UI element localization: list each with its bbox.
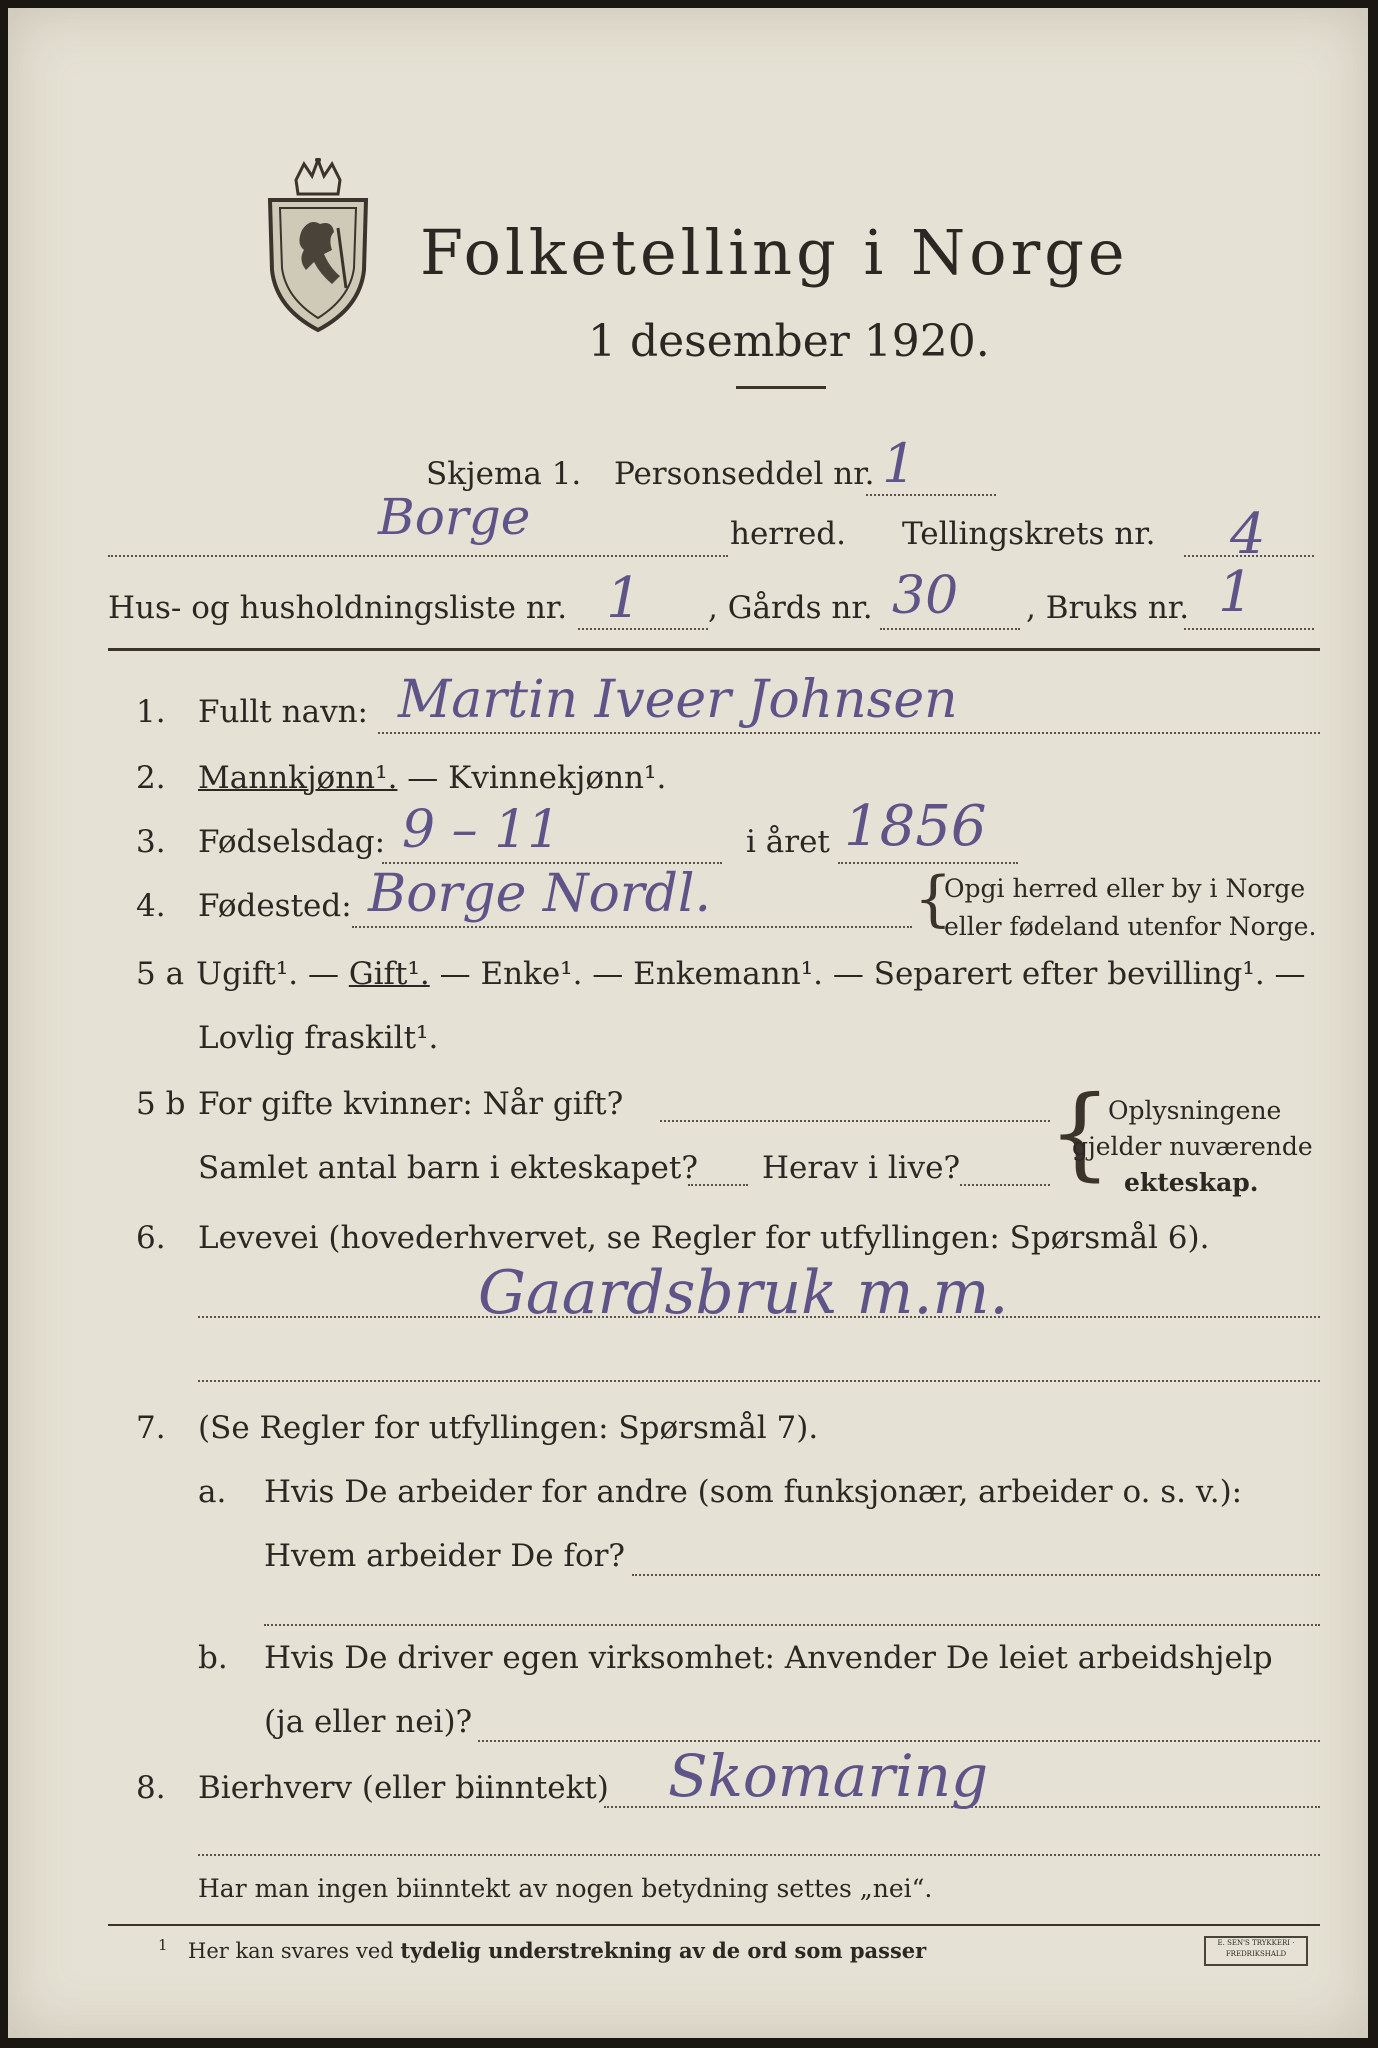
q3-year-label: i året xyxy=(746,824,830,860)
q3-number: 3. xyxy=(136,824,166,860)
footnote-rule xyxy=(108,1924,1320,1926)
printer-stamp: E. SEN'S TRYKKERI · FREDRIKSHALD xyxy=(1204,1936,1308,1966)
q5b-line-3 xyxy=(960,1184,1050,1186)
q4-line xyxy=(352,926,912,928)
q7-number: 7. xyxy=(136,1410,166,1446)
q1-label: Fullt navn: xyxy=(198,694,368,730)
q7a-label: Hvis De arbeider for andre (som funksjonær, arbeider o. s. v.): xyxy=(264,1474,1243,1510)
q7b-label-2: (ja eller nei)? xyxy=(264,1704,473,1740)
q4-value: Borge Nordl. xyxy=(368,864,712,924)
q4-note-1: Opgi herred eller by i Norge xyxy=(944,874,1306,903)
q5a-enke: Enke¹. xyxy=(480,956,583,992)
q5b-note-3: ekteskap. xyxy=(1124,1168,1259,1197)
q5a-dash-3: — xyxy=(582,956,634,992)
q1-value: Martin Iveer Johnsen xyxy=(398,670,958,730)
bruks-label: , Bruks nr. xyxy=(1026,590,1190,626)
q1-number: 1. xyxy=(136,694,166,730)
herred-line xyxy=(108,555,728,557)
q8-label: Bierhverv (eller biinntekt) xyxy=(198,1770,609,1806)
q5b-line-1 xyxy=(660,1120,1050,1122)
q8-value: Skomaring xyxy=(668,1742,989,1810)
q6-line-1 xyxy=(198,1316,1320,1318)
q2-female: Kvinnekjønn¹. xyxy=(448,760,667,796)
q5b-note-1: Oplysningene xyxy=(1108,1096,1282,1125)
q8-note: Har man ingen biinntekt av nogen betydning settes „nei“. xyxy=(198,1874,933,1903)
q3-day-value: 9 – 11 xyxy=(402,800,561,860)
q5a-dash-5: — xyxy=(1264,956,1306,992)
q5b-number: 5 b xyxy=(136,1086,186,1122)
q5a-enkemann: Enkemann¹. xyxy=(633,956,823,992)
bruks-value: 1 xyxy=(1218,560,1254,625)
q5b-label-1: For gifte kvinner: Når gift? xyxy=(198,1086,624,1122)
form-date: 1 desember 1920. xyxy=(588,316,990,367)
form-title: Folketelling i Norge xyxy=(420,216,1129,289)
gards-value: 30 xyxy=(892,566,959,626)
q8-number: 8. xyxy=(136,1770,166,1806)
q2-number: 2. xyxy=(136,760,166,796)
q3-year-value: 1856 xyxy=(844,794,987,859)
q7a-label-2: Hvem arbeider De for? xyxy=(264,1538,626,1574)
husliste-value: 1 xyxy=(606,566,642,631)
q2-separator: — xyxy=(397,760,449,796)
herred-label: herred. xyxy=(730,516,846,552)
q5a-ugift: Ugift¹. xyxy=(196,956,299,992)
gards-label: , Gårds nr. xyxy=(708,590,873,626)
personseddel-label: Personseddel nr. xyxy=(614,456,875,492)
header-rule xyxy=(108,648,1320,651)
tellingskrets-label: Tellingskrets nr. xyxy=(902,516,1156,552)
q2-male: Mannkjønn¹. xyxy=(198,760,398,796)
q6-label: Levevei (hovederhvervet, se Regler for utfyllingen: Spørsmål 6). xyxy=(198,1220,1210,1256)
q5a-dash-4: — xyxy=(823,956,874,992)
q5a-options xyxy=(196,956,1306,992)
q5b-label-3: Herav i live? xyxy=(762,1150,961,1186)
personseddel-value: 1 xyxy=(882,432,917,495)
q7b-label: Hvis De driver egen virksomhet: Anvender De leiet arbeidshjelp xyxy=(264,1640,1273,1676)
q6-number: 6. xyxy=(136,1220,166,1256)
q5a-dash-1: — xyxy=(298,956,349,992)
schema-label: Skjema 1. xyxy=(426,456,582,492)
q5a-lovlig: Lovlig fraskilt¹. xyxy=(198,1020,439,1056)
census-form-sheet xyxy=(8,8,1368,2038)
q4-note-2: eller fødeland utenfor Norge. xyxy=(944,912,1317,941)
q7-label: (Se Regler for utfyllingen: Spørsmål 7). xyxy=(198,1410,819,1446)
title-divider xyxy=(736,386,826,389)
footnote-plain: Her kan svares ved xyxy=(188,1939,394,1963)
q5a-separert: Separert efter bevilling¹. xyxy=(873,956,1265,992)
gards-line xyxy=(880,628,1020,630)
footnote-text xyxy=(188,1938,926,1963)
coat-of-arms-icon xyxy=(258,158,378,333)
q7a-line-2 xyxy=(264,1624,1320,1626)
q7b-number: b. xyxy=(198,1640,228,1676)
herred-value: Borge xyxy=(378,488,531,546)
q1-line xyxy=(378,732,1320,734)
q5a-number: 5 a xyxy=(136,956,185,992)
q3-label: Fødselsdag: xyxy=(198,824,386,860)
q4-label: Fødested: xyxy=(198,888,352,924)
q6-value: Gaardsbruk m.m. xyxy=(478,1258,1009,1328)
q4-number: 4. xyxy=(136,888,166,924)
q5b-brace: { xyxy=(1048,1074,1112,1191)
bruks-line xyxy=(1184,628,1314,630)
q7a-number: a. xyxy=(198,1474,227,1510)
q5b-line-2 xyxy=(688,1184,748,1186)
footnote-bold: tydelig understrekning av de ord som passer xyxy=(400,1938,927,1963)
q5b-note-2: gjelder nuværende xyxy=(1072,1132,1313,1161)
q8-line-2 xyxy=(198,1854,1320,1856)
q5a-dash-2: — xyxy=(429,956,481,992)
q2-options xyxy=(198,760,666,796)
q4-brace: { xyxy=(914,864,953,934)
q7a-line-1 xyxy=(632,1574,1320,1576)
q5b-label-2: Samlet antal barn i ekteskapet? xyxy=(198,1150,698,1186)
q6-line-2 xyxy=(198,1380,1320,1382)
husliste-label: Hus- og husholdningsliste nr. xyxy=(108,590,568,626)
tellingskrets-value: 4 xyxy=(1230,502,1266,567)
footnote-mark: 1 xyxy=(158,1936,168,1954)
husliste-line xyxy=(578,628,708,630)
q5a-gift: Gift¹. xyxy=(348,956,430,992)
